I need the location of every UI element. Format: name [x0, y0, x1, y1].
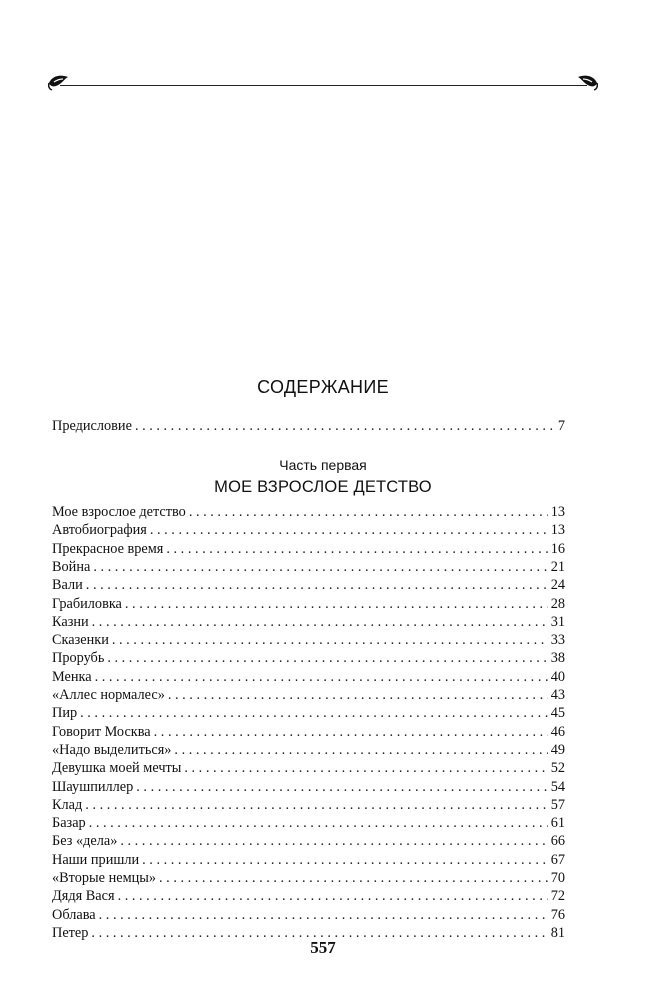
toc-entry-page: 67 [550, 851, 565, 868]
dot-leader [136, 778, 547, 797]
toc-entry-title: Прекрасное время [52, 540, 164, 557]
toc-entry-page: 81 [550, 924, 565, 941]
dot-leader [80, 704, 548, 723]
toc-entry-title: Менка [52, 668, 92, 685]
toc-entry-page: 16 [550, 540, 565, 557]
dot-leader [189, 503, 548, 522]
toc-entry[interactable] [52, 613, 565, 632]
dot-leader [93, 558, 547, 577]
toc-entry[interactable] [52, 814, 565, 833]
toc-entry-page: 66 [550, 833, 565, 850]
toc-entry-page: 72 [550, 888, 565, 905]
toc-entry-title: «Аллес нормалес» [52, 687, 165, 703]
toc-entry-title: Клад [52, 796, 83, 813]
toc-entry-page: 49 [550, 741, 565, 758]
toc-entry-page: 31 [550, 613, 565, 630]
toc-entry-page: 61 [550, 815, 565, 832]
dot-leader [125, 595, 548, 614]
toc-entry-title: Казни [52, 613, 89, 630]
dot-leader [112, 631, 548, 650]
page-number: 557 [310, 938, 336, 957]
toc-entry-page: 43 [550, 687, 565, 703]
toc-entry-title: Пир [52, 705, 78, 722]
toc-entry[interactable] [52, 540, 565, 559]
toc-entry-page: 70 [550, 870, 565, 886]
toc-entry-title: Грабиловка [52, 595, 122, 612]
toc-entry[interactable] [52, 558, 565, 577]
toc-entry-title: Автобиография [52, 522, 147, 539]
toc-entry-page: 40 [550, 668, 565, 685]
toc-entry-title: Война [52, 558, 91, 575]
toc-entry[interactable] [52, 778, 565, 797]
toc-entry-title: Дядя Вася [52, 888, 115, 905]
dot-leader [168, 686, 548, 705]
toc-entry-page: 24 [550, 577, 565, 594]
dot-leader [120, 832, 547, 851]
dot-leader [142, 851, 548, 870]
toc-entry-title: Говорит Москва [52, 723, 151, 740]
toc-entry[interactable] [52, 796, 565, 815]
toc-entry-page: 28 [550, 595, 565, 612]
toc-entry[interactable] [52, 668, 565, 687]
toc-entry-title: Девушка моей мечты [52, 760, 182, 777]
toc-entry-page: 57 [550, 796, 565, 813]
toc-entry[interactable] [52, 869, 565, 888]
toc-entry-title: Предисловие [52, 418, 132, 434]
toc-entry[interactable] [52, 723, 565, 742]
toc-entry-title: Прорубь [52, 650, 105, 667]
dot-leader [95, 668, 548, 687]
toc-entry-title: Облава [52, 906, 96, 923]
toc-entry-page: 7 [557, 418, 565, 434]
toc-entry-page: 76 [550, 906, 565, 923]
toc-entry[interactable] [52, 832, 565, 851]
toc-entry-title: Наши пришли [52, 851, 140, 868]
dot-leader [150, 521, 548, 540]
dot-leader [166, 540, 547, 559]
toc-entry-page: 33 [550, 632, 565, 649]
toc-entry-title: Шаушпиллер [52, 778, 134, 795]
toc-entry-page: 45 [550, 705, 565, 722]
toc-entry-page: 13 [550, 522, 565, 539]
toc-entry[interactable] [52, 686, 565, 705]
toc-entry[interactable] [52, 887, 565, 906]
toc-entry[interactable] [52, 649, 565, 668]
toc-entry[interactable] [52, 741, 565, 760]
dot-leader [118, 887, 548, 906]
toc-entry-title: Без «дела» [52, 833, 118, 850]
dot-leader [107, 649, 547, 668]
toc-entry-page: 46 [550, 723, 565, 740]
dot-leader [154, 723, 548, 742]
toc-entry[interactable] [52, 631, 565, 650]
toc-entry[interactable] [52, 503, 565, 522]
toc-entry[interactable] [52, 851, 565, 870]
toc-entry-title: Базар [52, 815, 86, 832]
toc-entry-page: 38 [550, 650, 565, 667]
dot-leader [89, 814, 548, 833]
dot-leader [184, 759, 547, 778]
toc-title: СОДЕРЖАНИЕ [257, 377, 389, 397]
toc-entry-page: 54 [550, 778, 565, 795]
toc-entry[interactable] [52, 595, 565, 614]
dot-leader [86, 576, 548, 595]
dot-leader [174, 741, 547, 760]
dot-leader [85, 796, 547, 815]
toc-entry-title: Мое взрослое детство [52, 504, 186, 520]
toc-entry[interactable] [52, 704, 565, 723]
toc-entry-title: «Вторые немцы» [52, 870, 157, 886]
toc-entry-title: Сказенки [52, 632, 109, 649]
toc-entry[interactable] [52, 906, 565, 925]
dot-leader [159, 869, 548, 888]
toc-entry[interactable] [52, 759, 565, 778]
toc-entry-title: «Надо выделиться» [52, 741, 172, 758]
toc-entry-page: 13 [550, 504, 565, 520]
toc-entry-page: 21 [550, 558, 565, 575]
part-title: МОЕ ВЗРОСЛОЕ ДЕТСТВО [214, 478, 432, 496]
dot-leader [99, 906, 548, 925]
toc-entry-page: 52 [550, 760, 565, 777]
part-label: Часть первая [279, 457, 367, 473]
toc-entry-title: Вали [52, 577, 83, 594]
toc-entry-title: Петер [52, 924, 89, 941]
toc-entry[interactable] [52, 521, 565, 540]
dot-leader [92, 613, 548, 632]
toc-entry[interactable] [52, 576, 565, 595]
